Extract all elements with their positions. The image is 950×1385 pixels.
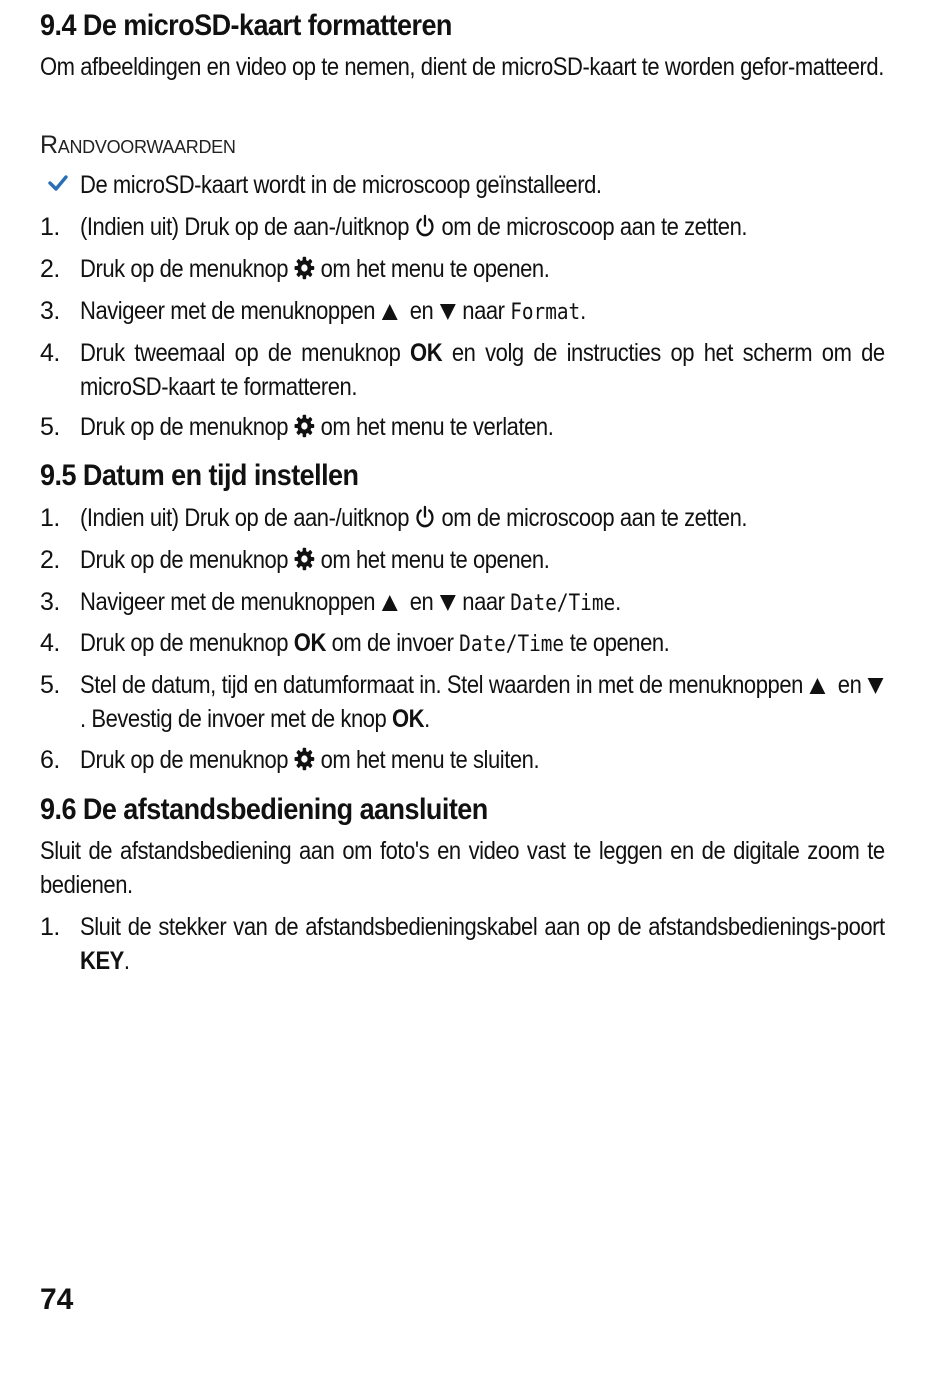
- list-item: 4. Druk tweemaal op de menuknop OK en volg de instructies op het scherm om de microSD-kaart te formatteren.: [40, 339, 885, 401]
- list-item: 2. Druk op de menuknop om het menu te openen.: [40, 255, 550, 283]
- power-icon: [415, 214, 436, 238]
- list-item: 6. Druk op de menuknop om het menu te sluiten.: [40, 746, 540, 774]
- list-item: 3. Navigeer met de menuknoppen en naar Date/Time.: [40, 588, 621, 616]
- list-item: 5. Druk op de menuknop om het menu te verlaten.: [40, 413, 554, 441]
- triangle-up-icon: [381, 302, 399, 322]
- section-9-4-intro: Om afbeeldingen en video op te nemen, dient de microSD-kaart te worden gefor-matteerd.: [40, 53, 884, 81]
- section-9-5-heading: 9.5 Datum en tijd instellen: [40, 459, 359, 492]
- list-item: 4. Druk op de menuknop OK om de invoer Date/Time te openen.: [40, 629, 670, 657]
- prerequisites-heading: Randvoorwaarden: [40, 131, 236, 159]
- triangle-down-icon: [439, 593, 457, 613]
- triangle-down-icon: [439, 302, 457, 322]
- list-item: 2. Druk op de menuknop om het menu te openen.: [40, 546, 550, 574]
- gear-icon: [294, 414, 315, 438]
- gear-icon: [294, 547, 315, 571]
- list-item: 1. (Indien uit) Druk op de aan-/uitknop om de microscoop aan te zetten.: [40, 504, 748, 532]
- section-9-6-intro: Sluit de afstandsbediening aan om foto's en video vast te leggen en de digitale zoom te bedienen.: [40, 837, 885, 899]
- list-item: 3. Navigeer met de menuknoppen en naar Format.: [40, 297, 586, 325]
- triangle-down-icon: [867, 676, 885, 696]
- section-9-4-heading: 9.4 De microSD-kaart formatteren: [40, 9, 452, 42]
- list-item: 1. Sluit de stekker van de afstandsbedieningskabel aan op de afstandsbedienings-poort KEY.: [40, 913, 885, 975]
- power-icon: [415, 505, 436, 529]
- section-9-6-heading: 9.6 De afstandsbediening aansluiten: [40, 793, 488, 826]
- triangle-up-icon: [381, 593, 399, 613]
- list-item: 1. (Indien uit) Druk op de aan-/uitknop om de microscoop aan te zetten.: [40, 213, 748, 241]
- page-number: 74: [40, 1283, 74, 1316]
- checkmark-icon: [48, 174, 68, 192]
- gear-icon: [294, 256, 315, 280]
- gear-icon: [294, 747, 315, 771]
- triangle-up-icon: [809, 676, 827, 696]
- prerequisite-item: De microSD-kaart wordt in de microscoop geïnstalleerd.: [40, 168, 885, 202]
- list-item: 5. Stel de datum, tijd en datumformaat in. Stel waarden in met de menuknoppen en . Bevestig de invoer met de knop OK.: [40, 668, 885, 736]
